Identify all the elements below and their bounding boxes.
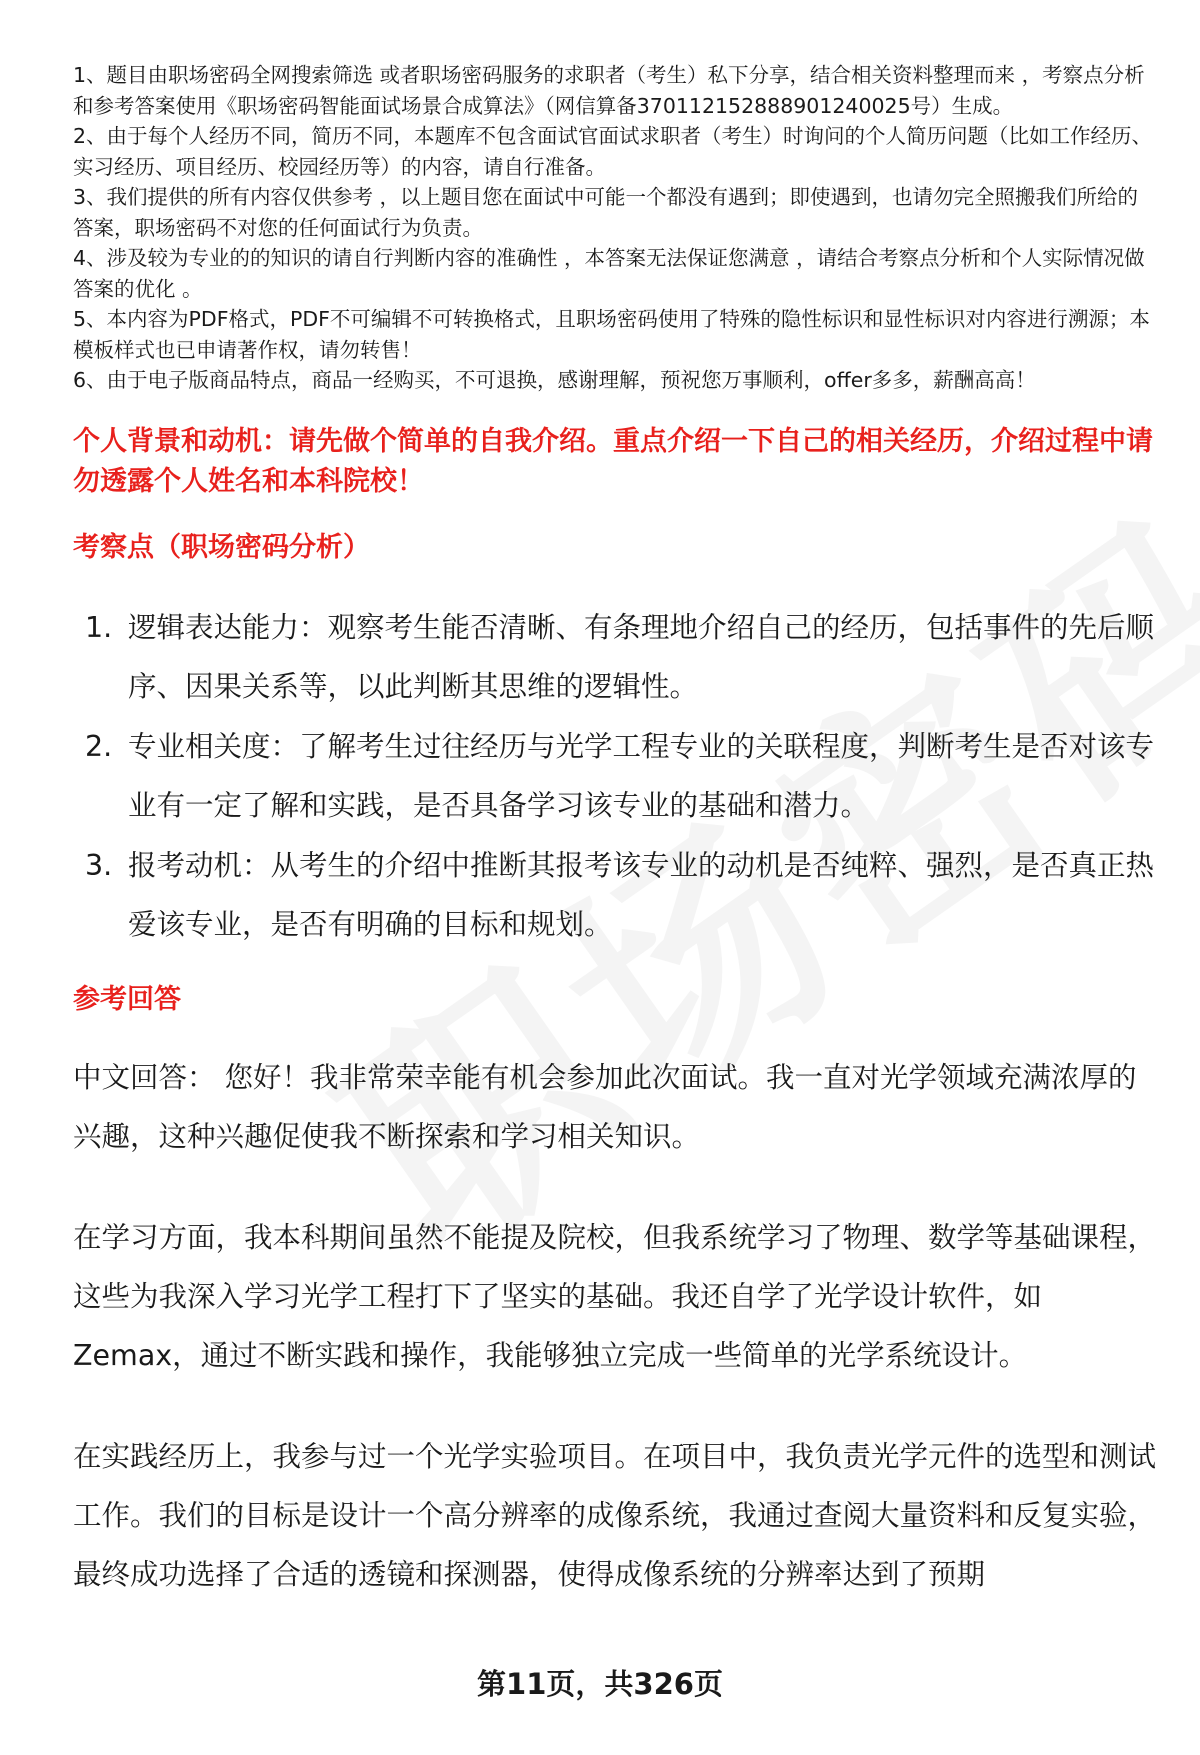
point-text: 逻辑表达能力：观察考生能否清晰、有条理地介绍自己的经历，包括事件的先后顺序、因果关系等，以此判断其思维的逻辑性。 [128,610,1155,703]
answer-paragraph: 在学习方面，我本科期间虽然不能提及院校，但我系统学习了物理、数学等基础课程，这些为我深入学习光学工程打下了坚实的基础。我还自学了光学设计软件，如Zemax，通过不断实践和操作，我能够独立完成一些简单的光学系统设计。 [73,1220,1157,1372]
answer-paragraph: 中文回答： 您好！我非常荣幸能有机会参加此次面试。我一直对光学领域充满浓厚的兴趣，这种兴趣促使我不断探索和学习相关知识。 [73,1060,1137,1153]
answer-heading: 参考回答 [73,983,181,1015]
notice-item: 5、本内容为PDF格式，PDF不可编辑不可转换格式，且职场密码使用了特殊的隐性标识和显性标识对内容进行溯源；本模板样式也已申请著作权，请勿转售！ [73,307,1150,362]
points-heading: 考察点（职场密码分析） [73,531,370,563]
page-content [73,60,1158,1604]
point-number: 2. [85,729,113,763]
notice-item: 6、由于电子版商品特点，商品一经购买，不可退换，感谢理解，预祝您万事顺利，offer多多，薪酬高高！ [73,368,1036,392]
assessment-point [73,836,1158,954]
assessment-point [73,717,1158,835]
notice-item: 2、由于每个人经历不同，简历不同，本题库不包含面试官面试求职者（考生）时询问的个人简历问题（比如工作经历、实习经历、项目经历、校园经历等）的内容，请自行准备。 [73,124,1153,179]
point-text: 报考动机：从考生的介绍中推断其报考该专业的动机是否纯粹、强烈，是否真正热爱该专业，是否有明确的目标和规划。 [128,848,1155,941]
answer-paragraph: 在实践经历上，我参与过一个光学实验项目。在项目中，我负责光学元件的选型和测试工作。我们的目标是设计一个高分辨率的成像系统，我通过查阅大量资料和反复实验，最终成功选择了合适的透镜和探测器，使得成像系统的分辨率达到了预期 [73,1439,1157,1591]
assessment-points-list [73,598,1158,954]
point-text: 专业相关度：了解考生过往经历与光学工程专业的关联程度，判断考生是否对该专业有一定了解和实践，是否具备学习该专业的基础和潜力。 [128,729,1155,822]
interview-question: 个人背景和动机：请先做个简单的自我介绍。重点介绍一下自己的相关经历，介绍过程中请勿透露个人姓名和本科院校！ [73,425,1153,497]
assessment-point [73,598,1158,716]
notice-item: 4、涉及较为专业的的知识的请自行判断内容的准确性 ，本答案无法保证您满意 ，请结合考察点分析和个人实际情况做答案的优化 。 [73,246,1145,301]
point-number: 1. [85,610,113,644]
notice-list [73,60,1158,396]
point-number: 3. [85,848,113,882]
notice-item: 3、我们提供的所有内容仅供参考 ，以上题目您在面试中可能一个都没有遇到；即使遇到，也请勿完全照搬我们所给的答案，职场密码不对您的任何面试行为负责。 [73,185,1139,240]
page-number-footer: 第11页，共326页 [477,1667,723,1701]
notice-item: 1、题目由职场密码全网搜索筛选 或者职场密码服务的求职者（考生）私下分享，结合相关资料整理而来 ，考察点分析和参考答案使用《职场密码智能面试场景合成算法》（网信算备370112152888901240025号）生成。 [73,63,1145,118]
